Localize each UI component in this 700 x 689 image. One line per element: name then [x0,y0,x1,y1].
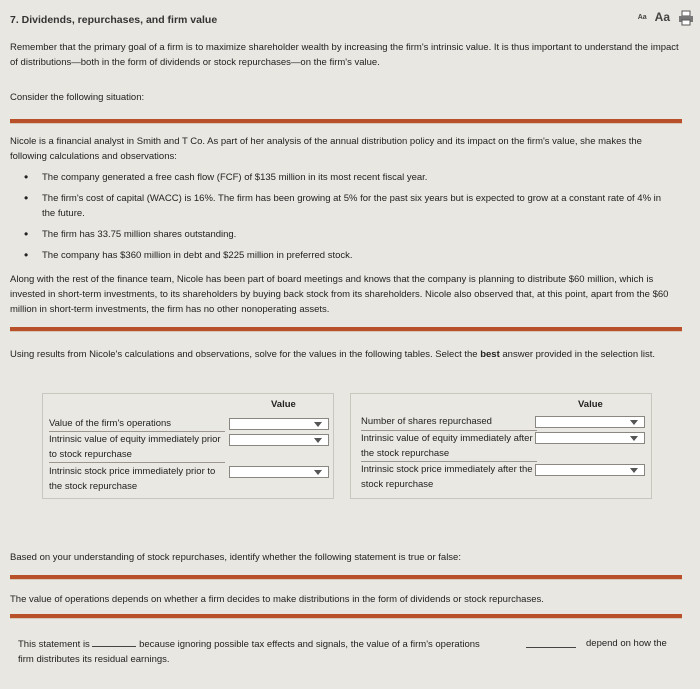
consider-label: Consider the following situation: [10,92,145,103]
operations-value-select[interactable] [229,418,329,430]
table-row-label: Intrinsic stock price immediately after the stock repurchase [361,464,533,490]
intro-text: Remember that the primary goal of a firm is to maximize shareholder wealth by increasing the firm's intrinsic value. It is thus important to understand the impact of distributions—both in the form of dividends or stock repurchases—on the firm's value. [10,42,679,68]
list-item: • The company generated a free cash flow (FCF) of $135 million in its most recent fiscal year. [22,170,662,185]
section-divider [10,575,682,580]
question-title: 7. Dividends, repurchases, and firm value [10,14,218,26]
answer-text: because ignoring possible tax effects and signals, the value of a firm's operations [139,639,480,650]
toolbar [638,10,692,24]
table-row-label: Intrinsic value of equity immediately prior to stock repurchase [49,431,225,463]
answer-text: firm distributes its residual earnings. [18,654,170,665]
decrease-font-button[interactable]: Aa [637,13,647,21]
chevron-down-icon [630,436,638,441]
value-table-right [350,393,652,499]
chevron-down-icon [314,438,322,443]
section-divider [10,614,682,619]
chevron-down-icon [314,422,322,427]
table-row-label: Intrinsic value of equity immediately after the stock repurchase [361,430,537,462]
value-table-left [42,393,334,499]
list-item: • The company has $360 million in debt and $225 million in preferred stock. [22,248,662,263]
statement-text: The value of operations depends on whether a firm decides to make distributions in the form of dividends or stock repurchases. [10,594,544,605]
shares-repurchased-select[interactable] [535,416,645,428]
section-divider [10,119,682,124]
equity-before-select[interactable] [229,434,329,446]
table-row-label: Intrinsic stock price immediately prior to the stock repurchase [49,466,216,492]
observation-list [22,170,662,269]
chevron-down-icon [630,420,638,425]
list-item: • The firm's cost of capital (WACC) is 16%. The firm has been growing at 5% for the past six years but is expected to grow at a constant rate of 4% in the future. [22,191,662,221]
increase-font-button[interactable]: Aa [654,10,670,24]
true-false-blank[interactable] [92,636,136,647]
instructions [10,347,680,362]
answer-text: depend on how the [586,638,667,649]
instructions-text: Using results from Nicole's calculations and observations, solve for the values in the following tables. Select the [10,349,481,360]
situation-paragraph-2: Along with the rest of the finance team, Nicole has been part of board meetings and knows that the company is planning to distribute $60 million, which is invested in short-term investments, to its shareholders by buying back stock from its shareholders. Nicole also observed that, at this point, apart from the $60 million in short-term investments, the firm has no other nonoperating assets. [10,274,669,315]
true-false-prompt: Based on your understanding of stock repurchases, identify whether the following statement is true or false: [10,552,461,563]
answer-sentence [18,636,678,652]
price-after-select[interactable] [535,464,645,476]
table-header: Value [578,399,603,410]
price-before-select[interactable] [229,466,329,478]
chevron-down-icon [314,470,322,475]
table-row-label: Value of the firm's operations [49,418,172,429]
answer-text: This statement is [18,639,90,650]
situation-paragraph: Nicole is a financial analyst in Smith and T Co. As part of her analysis of the annual distribution policy and its impact on the firm's value, she makes the following calculations and observations: [10,136,642,162]
table-header: Value [271,399,296,410]
instructions-text: answer provided in the selection list. [499,349,655,360]
printer-icon[interactable] [678,10,692,24]
depend-blank[interactable] [526,636,576,648]
chevron-down-icon [630,468,638,473]
section-divider [10,327,682,332]
instructions-emphasis: best [480,349,500,360]
list-item: • The firm has 33.75 million shares outstanding. [22,227,662,242]
equity-after-select[interactable] [535,432,645,444]
table-row-label: Number of shares repurchased [361,416,492,427]
